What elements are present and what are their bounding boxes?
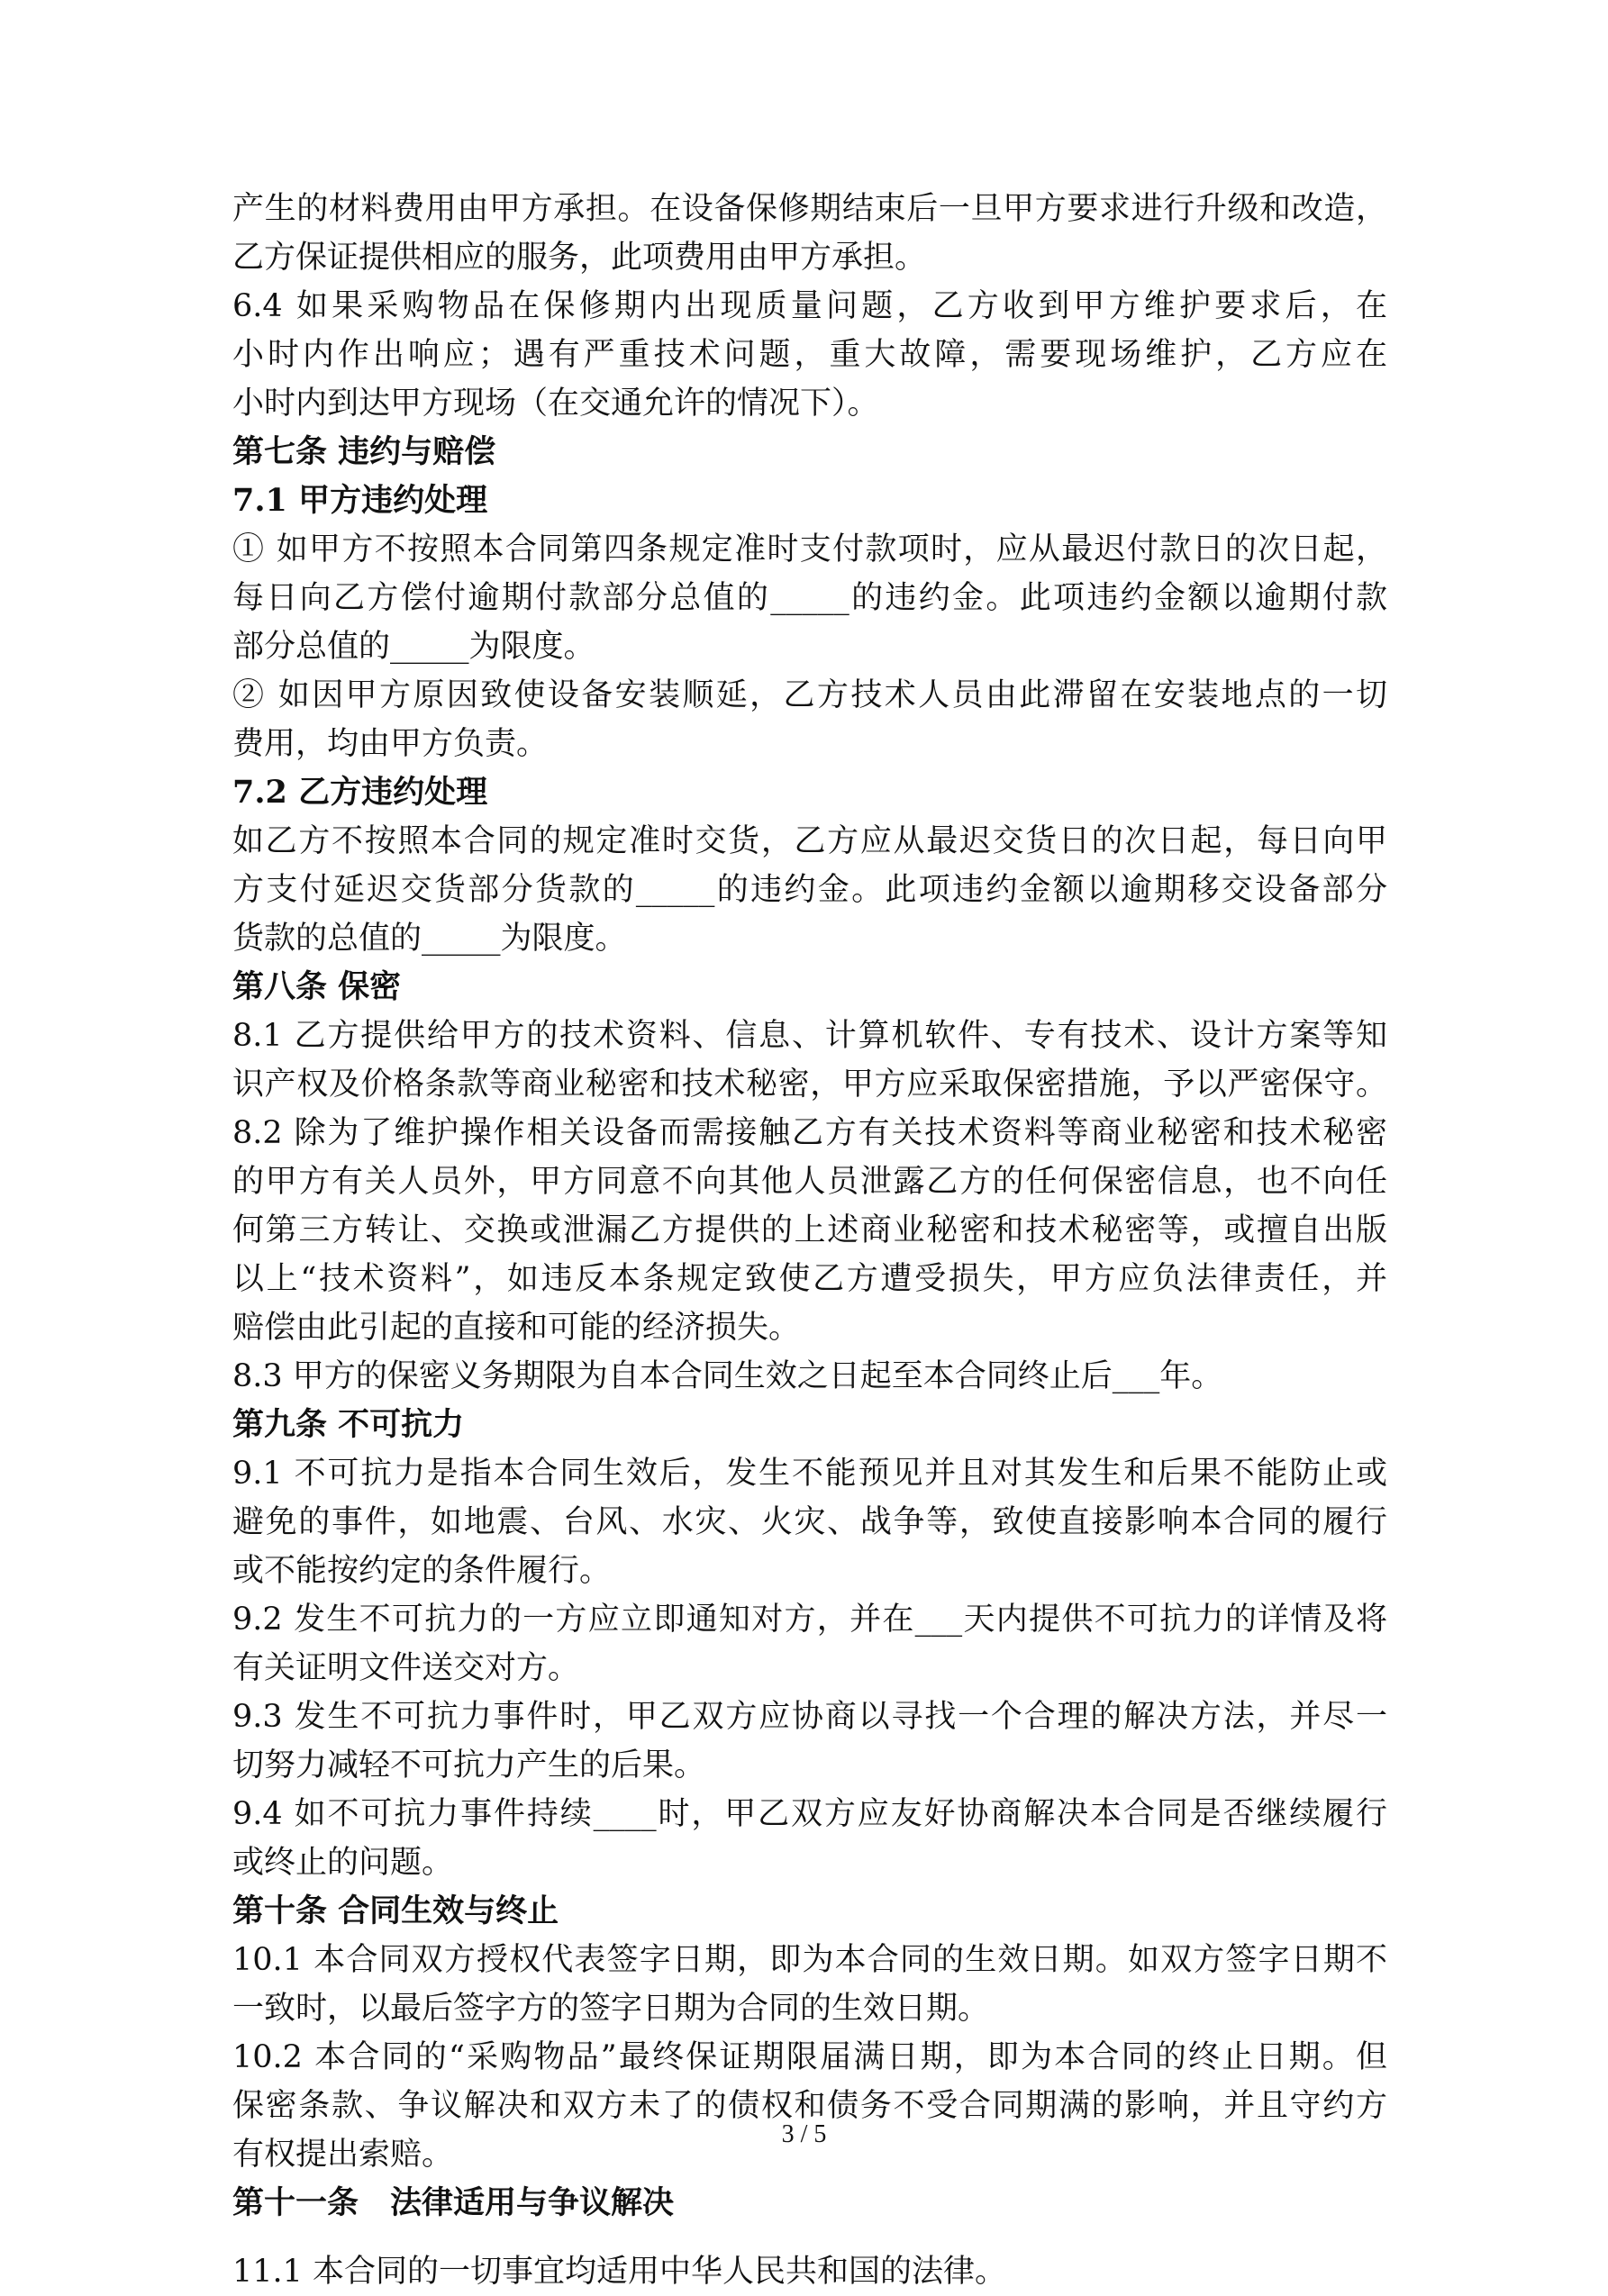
- paragraph-line: 以上“技术资料”，如违反本条规定致使乙方遭受损失，甲方应负法律责任，并: [232, 1261, 1387, 1297]
- section-heading: 第十条 合同生效与终止: [232, 1892, 559, 1929]
- section-heading: 7.1 甲方违约处理: [232, 482, 488, 519]
- paragraph-line: 8.3 甲方的保密义务期限为自本合同生效之日起至本合同终止后___年。: [232, 1358, 1223, 1394]
- paragraph-line: 10.2 本合同的“采购物品”最终保证期限届满日期，即为本合同的终止日期。但: [232, 2039, 1387, 2075]
- section-heading: 第十一条 法律适用与争议解决: [232, 2184, 675, 2221]
- paragraph-line: 9.3 发生不可抗力事件时，甲乙双方应协商以寻找一个合理的解决方法，并尽一: [232, 1699, 1387, 1735]
- section-heading: 第七条 违约与赔偿: [232, 433, 496, 470]
- paragraph-line: 小时内作出响应；遇有严重技术问题，重大故障，需要现场维护，乙方应在: [232, 337, 1387, 373]
- paragraph-line: ① 如甲方不按照本合同第四条规定准时支付款项时，应从最迟付款日的次日起，: [232, 531, 1387, 567]
- paragraph-line: 产生的材料费用由甲方承担。在设备保修期结束后一旦甲方要求进行升级和改造，: [232, 191, 1387, 227]
- paragraph-line: 或终止的问题。: [232, 1845, 454, 1881]
- paragraph-line: 或不能按约定的条件履行。: [232, 1553, 612, 1589]
- paragraph-line: 9.2 发生不可抗力的一方应立即通知对方，并在___天内提供不可抗力的详情及将: [232, 1602, 1387, 1638]
- paragraph-line: 费用，均由甲方负责。: [232, 726, 549, 762]
- paragraph-line: 部分总值的_____为限度。: [232, 629, 595, 665]
- document-body: [232, 185, 1387, 2296]
- paragraph-line: 的甲方有关人员外，甲方同意不向其他人员泄露乙方的任何保密信息，也不向任: [232, 1164, 1387, 1200]
- paragraph-line: 每日向乙方偿付逾期付款部分总值的_____的违约金。此项违约金额以逾期付款: [232, 580, 1387, 616]
- paragraph-line: 避免的事件，如地震、台风、水灾、火灾、战争等，致使直接影响本合同的履行: [232, 1504, 1387, 1540]
- paragraph-line: 10.1 本合同双方授权代表签字日期，即为本合同的生效日期。如双方签字日期不: [232, 1942, 1387, 1978]
- section-heading: 第九条 不可抗力: [232, 1406, 465, 1443]
- paragraph-line: 保密条款、争议解决和双方未了的债权和债务不受合同期满的影响，并且守约方: [232, 2088, 1387, 2124]
- section-heading: 7.2 乙方违约处理: [232, 774, 488, 811]
- page-number: 3 / 5: [781, 2120, 827, 2148]
- section-heading: 第八条 保密: [232, 968, 402, 1005]
- paragraph-line: 切努力减轻不可抗力产生的后果。: [232, 1747, 706, 1783]
- paragraph-line: 乙方保证提供相应的服务，此项费用由甲方承担。: [232, 240, 927, 276]
- paragraph-line: 8.2 除为了维护操作相关设备而需接触乙方有关技术资料等商业秘密和技术秘密: [232, 1115, 1387, 1151]
- paragraph-line: 识产权及价格条款等商业秘密和技术秘密，甲方应采取保密措施，予以严密保守。: [232, 1066, 1387, 1103]
- paragraph-line: 8.1 乙方提供给甲方的技术资料、信息、计算机软件、专有技术、设计方案等知: [232, 1018, 1387, 1054]
- paragraph-line: 11.1 本合同的一切事宜均适用中华人民共和国的法律。: [232, 2254, 1007, 2290]
- paragraph-line: 如乙方不按照本合同的规定准时交货，乙方应从最迟交货日的次日起，每日向甲: [232, 823, 1387, 859]
- paragraph-line: 方支付延迟交货部分货款的_____的违约金。此项违约金额以逾期移交设备部分: [232, 872, 1387, 908]
- paragraph-line: 有关证明文件送交对方。: [232, 1650, 580, 1686]
- paragraph-line: 货款的总值的_____为限度。: [232, 921, 627, 957]
- paragraph-line: 小时内到达甲方现场（在交通允许的情况下）。: [232, 386, 879, 422]
- paragraph-line: 6.4 如果采购物品在保修期内出现质量问题，乙方收到甲方维护要求后，在: [232, 288, 1387, 324]
- paragraph-line: 一致时，以最后签字方的签字日期为合同的生效日期。: [232, 1991, 990, 2027]
- paragraph-line: 赔偿由此引起的直接和可能的经济损失。: [232, 1310, 801, 1346]
- paragraph-line: 9.4 如不可抗力事件持续____时，甲乙双方应友好协商解决本合同是否继续履行: [232, 1796, 1387, 1832]
- paragraph-line: 何第三方转让、交换或泄漏乙方提供的上述商业秘密和技术秘密等，或擅自出版: [232, 1212, 1387, 1248]
- paragraph-line: ② 如因甲方原因致使设备安装顺延，乙方技术人员由此滞留在安装地点的一切: [232, 677, 1387, 713]
- paragraph-line: 有权提出索赔。: [232, 2137, 454, 2173]
- paragraph-line: 9.1 不可抗力是指本合同生效后，发生不能预见并且对其发生和后果不能防止或: [232, 1456, 1387, 1492]
